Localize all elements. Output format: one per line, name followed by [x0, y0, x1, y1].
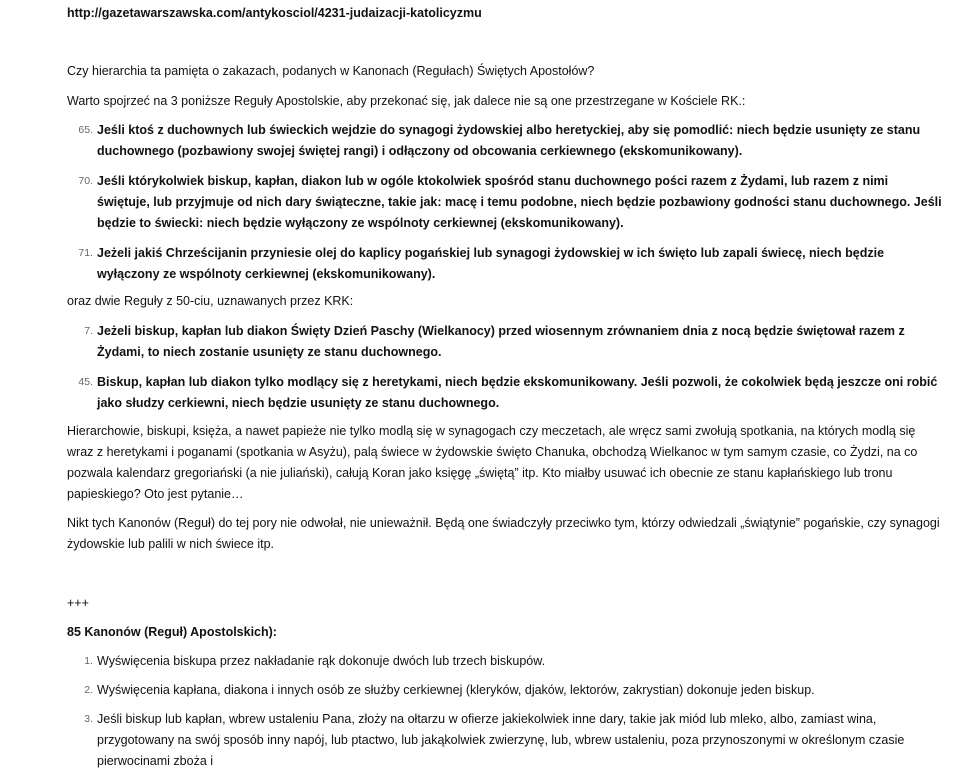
list-item-number: 70. — [78, 175, 93, 187]
list-item — [67, 372, 942, 414]
krk-rules-list — [67, 321, 942, 414]
mid-text: oraz dwie Reguły z 50-ciu, uznawanych przez KRK: — [67, 294, 354, 308]
list-item-number: 3. — [84, 713, 93, 725]
section-heading: 85 Kanonów (Reguł) Apostolskich): — [67, 625, 277, 639]
separator: +++ — [67, 596, 89, 610]
list-item — [67, 243, 942, 285]
source-url[interactable]: http://gazetawarszawska.com/antykosciol/4231-judaizacji-katolicyzmu — [67, 6, 482, 20]
list-item — [67, 709, 942, 772]
list-item-number: 71. — [78, 247, 93, 259]
list-item-text: Jeśli którykolwiek biskup, kapłan, diakon lub w ogóle ktokolwiek spośród stanu duchownego pości razem z Żydami, lub razem z nimi świętuje, lub przyjmuje od nich dary świąteczne, takie jak: macę i temu podobne, niech będzie pozbawiony godności stanu duchownego. Jeśli będzie to świecki: niech będzie wyłączony ze wspólnoty cerkiewnej (ekskomunikowany). — [97, 174, 942, 230]
list-item-number: 65. — [78, 124, 93, 136]
list-item-text: Jeśli ktoś z duchownych lub świeckich wejdzie do synagogi żydowskiej albo heretyckiej, aby się pomodlić: niech będzie usunięty ze stanu duchownego (pozbawiony swojej świętej rangi) i odłączony od obcowania cerkiewnego (ekskomunikowany). — [97, 123, 921, 158]
list-item-number: 1. — [84, 655, 93, 667]
list-item-number: 7. — [84, 325, 93, 337]
list-item-text: Wyświęcenia biskupa przez nakładanie rąk dokonuje dwóch lub trzech biskupów. — [97, 654, 546, 668]
list-item-number: 45. — [78, 376, 93, 388]
list-item-text: Wyświęcenia kapłana, diakona i innych osób ze służby cerkiewnej (kleryków, djaków, lektorów, zakrystian) dokonuje jeden biskup. — [97, 683, 815, 697]
canons-paragraph: Nikt tych Kanonów (Reguł) do tej pory nie odwołał, nie unieważnił. Będą one świadczyły przeciwko tym, którzy odwiedzali „świątynie” pogańskie, czy synagogi żydowskie lub palili w nich świece itp. — [67, 516, 940, 551]
hierarchs-paragraph: Hierarchowie, biskupi, księża, a nawet papieże nie tylko modlą się w synagogach czy meczetach, ale wręcz sami zwołują spotkania, na których modlą się wraz z heretykami i poganami (spotkania w Asyżu), palą świece w żydowskie święto Chanuka, obchodzą Wielkanoc w tym samym czasie, co Żydzi, na co pozwala kalendarz gregoriański (a nie juliański), całują Koran jako księgę „świętą” itp. Kto miałby usuwać ich obecnie ze stanu kapłańskiego lub tronu papieskiego? Oto jest pytanie… — [67, 424, 918, 501]
list-item-text: Jeżeli jakiś Chrześcijanin przyniesie olej do kaplicy pogańskiej lub synagogi żydowskiej w ich święto lub zapali świecę, niech będzie wyłączony ze wspólnoty cerkiewnej (ekskomunikowany). — [97, 246, 885, 281]
list-item-text: Biskup, kapłan lub diakon tylko modlący się z heretykami, niech będzie ekskomunikowany. Jeśli pozwoli, że cokolwiek będą jeszcze oni robić jako słudzy cerkiewni, niech będzie usunięty ze stanu duchownego. — [97, 375, 938, 410]
list-item — [67, 321, 942, 363]
list-item-text: Jeśli biskup lub kapłan, wbrew ustaleniu Pana, złoży na ołtarzu w ofierze jakiekolwiek inne dary, takie jak miód lub mleko, albo, zamiast wina, przygotowany na swój sposób inny napój, lub ptactwo, lub jakąkolwiek zwierzynę, lub, wbrew ustaleniu, poza przynoszonymi w określonym czasie pierwocinami zboża i — [97, 712, 905, 768]
list-item — [67, 120, 942, 162]
intro-lead: Warto spojrzeć na 3 poniższe Reguły Apostolskie, aby przekonać się, jak dalece nie są one przestrzegane w Kościele RK.: — [67, 94, 746, 108]
list-item — [67, 651, 942, 672]
list-item — [67, 680, 942, 701]
intro-question: Czy hierarchia ta pamięta o zakazach, podanych w Kanonach (Regułach) Świętych Apostołów? — [67, 64, 595, 78]
canons-85-list — [67, 651, 942, 772]
apostolic-rules-list — [67, 120, 942, 285]
list-item-number: 2. — [84, 684, 93, 696]
list-item — [67, 171, 942, 234]
list-item-text: Jeżeli biskup, kapłan lub diakon Święty Dzień Paschy (Wielkanocy) przed wiosennym zrównaniem dnia z nocą będzie świętował razem z Żydami, to niech zostanie usunięty ze stanu duchownego. — [97, 324, 905, 359]
